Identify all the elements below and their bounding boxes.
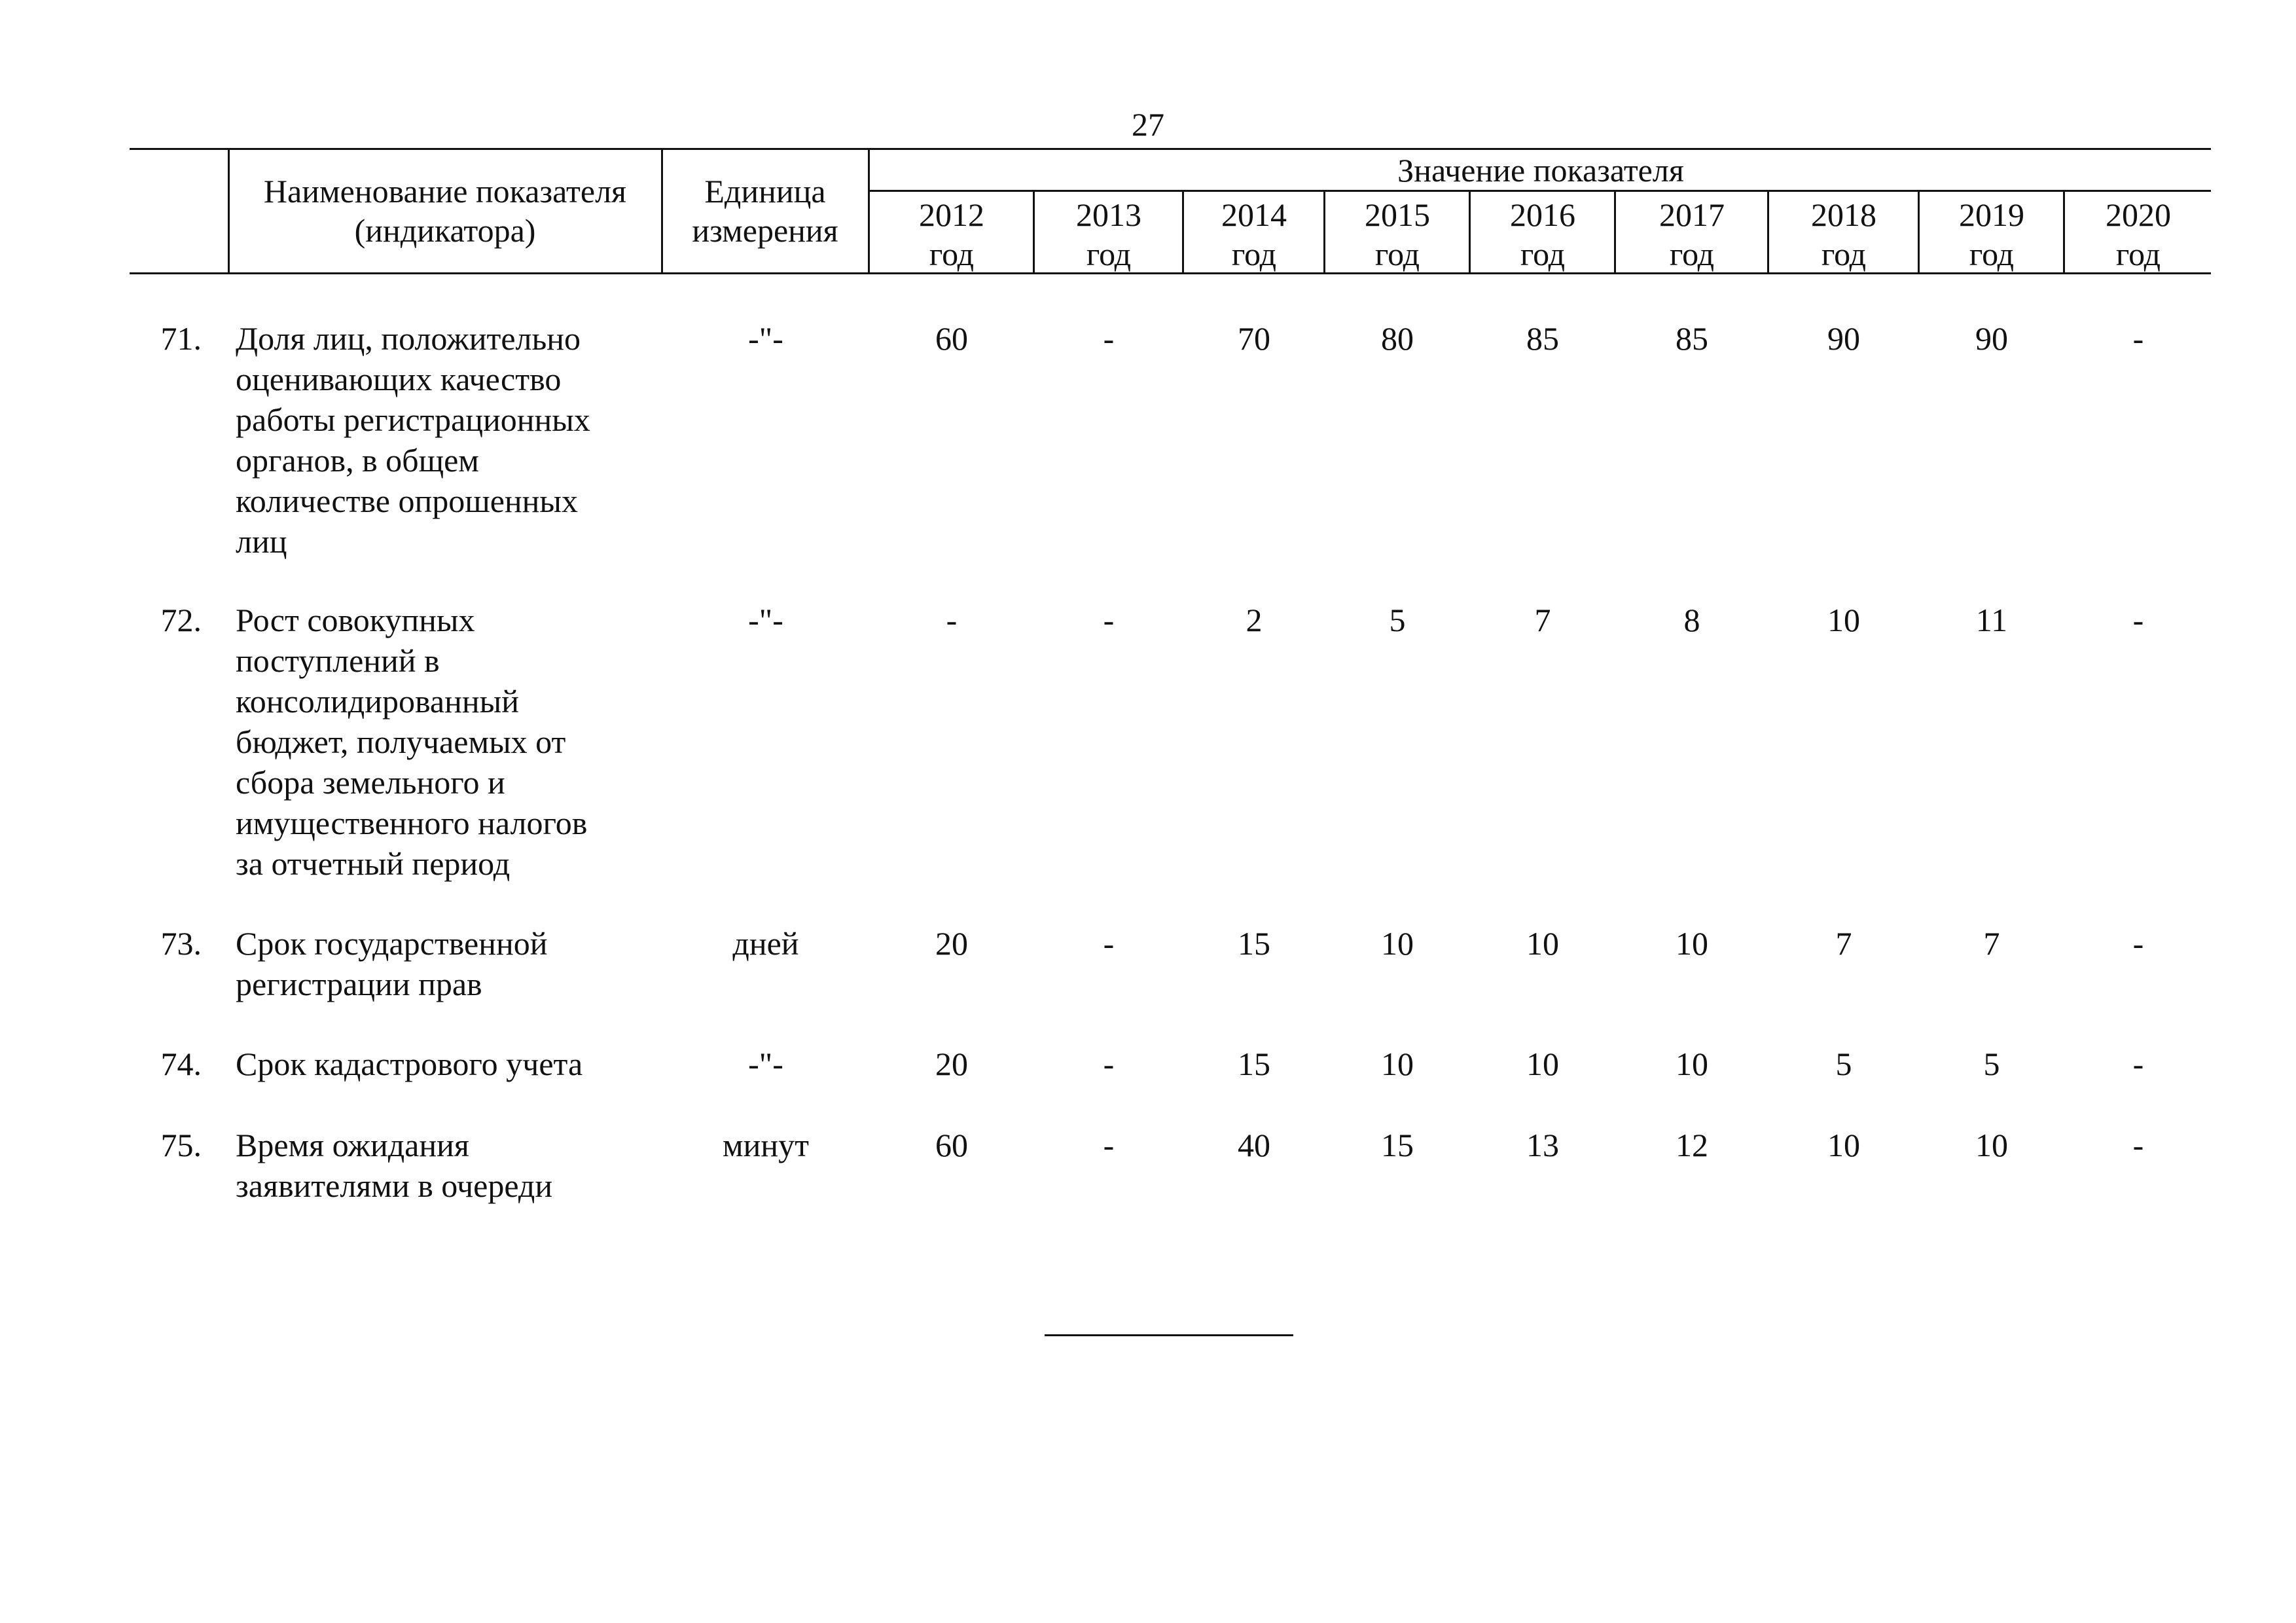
- row-value: 80: [1381, 320, 1414, 357]
- year-header: 2015 год: [1365, 196, 1430, 272]
- row-value: 90: [1827, 320, 1860, 357]
- row-value: 12: [1676, 1127, 1708, 1163]
- row-number: 72.: [160, 602, 202, 638]
- row-value: 7: [1983, 925, 2000, 962]
- year-header: 2019 год: [1959, 196, 2024, 272]
- row-value: 85: [1526, 320, 1559, 357]
- row-number: 74.: [160, 1046, 202, 1082]
- year-header: 2018 год: [1811, 196, 1876, 272]
- year-header: 2016 год: [1510, 196, 1575, 272]
- row-unit: -"-: [748, 1046, 783, 1082]
- row-number: 75.: [160, 1127, 202, 1163]
- row-value: -: [946, 602, 958, 638]
- header-name-column: Наименование показателя (индикатора): [263, 173, 627, 249]
- row-value: 90: [1975, 320, 2008, 357]
- year-header: 2017 год: [1659, 196, 1725, 272]
- row-value: -: [1103, 602, 1115, 638]
- year-divider: [1918, 190, 1920, 274]
- header-value-group: Значение показателя: [1397, 152, 1684, 189]
- year-header: 2020 год: [2106, 196, 2171, 272]
- year-divider: [1182, 190, 1184, 274]
- row-value: 60: [935, 1127, 968, 1163]
- row-value: 10: [1381, 1046, 1414, 1082]
- row-value: 10: [1827, 602, 1860, 638]
- year-divider: [2063, 190, 2065, 274]
- row-value: 15: [1381, 1127, 1414, 1163]
- row-value: 85: [1676, 320, 1708, 357]
- row-number: 73.: [160, 925, 202, 962]
- row-value: 7: [1534, 602, 1551, 638]
- year-header: 2012 год: [919, 196, 984, 272]
- row-value: -: [1103, 1127, 1115, 1163]
- row-value: 2: [1246, 602, 1263, 638]
- year-divider: [1469, 190, 1471, 274]
- row-unit: -"-: [748, 602, 783, 638]
- row-value: -: [1103, 320, 1115, 357]
- row-value: 8: [1683, 602, 1700, 638]
- row-value: 5: [1835, 1046, 1852, 1082]
- row-value: 10: [1676, 925, 1708, 962]
- row-indicator-name: Срок кадастрового учета: [236, 1046, 583, 1082]
- row-value: 10: [1676, 1046, 1708, 1082]
- row-value: 60: [935, 320, 968, 357]
- year-header: 2014 год: [1221, 196, 1287, 272]
- row-value: 5: [1389, 602, 1406, 638]
- header-unit-column: Единица измерения: [692, 173, 838, 249]
- row-value: -: [2132, 1046, 2144, 1082]
- row-value: 15: [1238, 925, 1270, 962]
- row-unit: минут: [722, 1127, 809, 1163]
- row-value: 10: [1526, 1046, 1559, 1082]
- year-divider: [1323, 190, 1325, 274]
- row-value: 5: [1983, 1046, 2000, 1082]
- row-indicator-name: Доля лиц, положительно оценивающих качество работы регистрационных органов, в общем количестве опрошенных лиц: [236, 320, 590, 560]
- row-value: 40: [1238, 1127, 1270, 1163]
- row-value: 7: [1835, 925, 1852, 962]
- row-value: 11: [1975, 602, 2008, 638]
- row-value: -: [2132, 602, 2144, 638]
- row-value: 10: [1526, 925, 1559, 962]
- row-value: 15: [1238, 1046, 1270, 1082]
- year-header: 2013 год: [1076, 196, 1141, 272]
- row-value: -: [2132, 925, 2144, 962]
- row-unit: дней: [732, 925, 799, 962]
- year-group-rule: [868, 190, 2211, 192]
- row-value: -: [1103, 925, 1115, 962]
- row-number: 71.: [160, 320, 202, 357]
- end-of-document-rule: [1045, 1334, 1293, 1336]
- row-value: -: [2132, 320, 2144, 357]
- year-divider: [1033, 190, 1035, 274]
- row-value: -: [1103, 1046, 1115, 1082]
- row-value: -: [2132, 1127, 2144, 1163]
- row-indicator-name: Время ожидания заявителями в очереди: [236, 1127, 553, 1204]
- year-divider: [1767, 190, 1769, 274]
- row-value: 70: [1238, 320, 1270, 357]
- header-divider: [868, 148, 870, 274]
- row-indicator-name: Рост совокупных поступлений в консолидированный бюджет, получаемых от сбора земельного и имущественного налогов за отчетный период: [236, 602, 588, 882]
- header-top-rule: [130, 148, 2211, 150]
- row-value: 13: [1526, 1127, 1559, 1163]
- row-value: 10: [1827, 1127, 1860, 1163]
- row-value: 20: [935, 1046, 968, 1082]
- row-unit: -"-: [748, 320, 783, 357]
- header-divider: [228, 148, 230, 274]
- header-divider: [661, 148, 663, 274]
- year-divider: [1614, 190, 1616, 274]
- row-value: 10: [1975, 1127, 2008, 1163]
- row-indicator-name: Срок государственной регистрации прав: [236, 925, 548, 1002]
- row-value: 20: [935, 925, 968, 962]
- page-number: 27: [1132, 106, 1164, 143]
- row-value: 10: [1381, 925, 1414, 962]
